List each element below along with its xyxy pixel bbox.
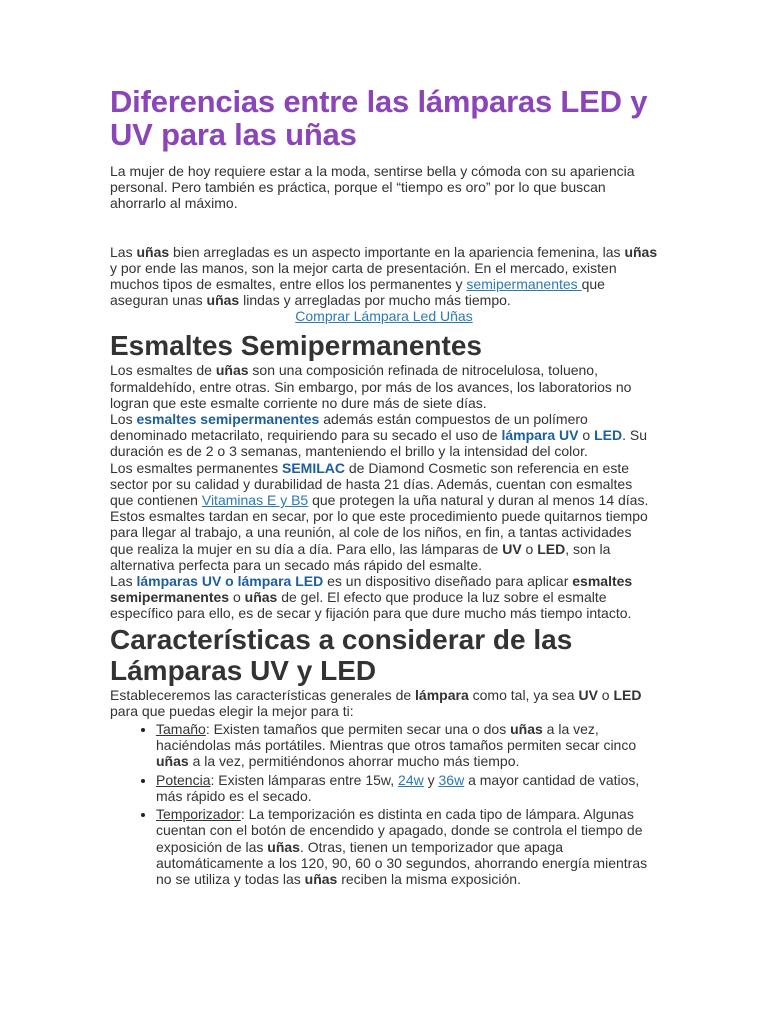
buy-lamp-link[interactable]: Comprar Lámpara Led Uñas	[295, 308, 473, 325]
nails-paragraph: Las uñas bien arregladas es un aspecto importante en la apariencia femenina, las uñas y por ende las manos, son la mejor carta de presentación. En el mercado, existen muchos tipos de esmaltes, entre ellos los permanentes y semipermanentes que aseguran unas uñas lindas y arregladas por mucho más tiempo.	[110, 243, 658, 309]
esmaltes-paragraph-1: Los esmaltes de uñas son una composición refinada de nitrocelulosa, tolueno, formaldehído, entre otras. Sin embargo, por más de los avances, los laboratorios no logran que este esmalte corriente no dure más de siete días.	[110, 362, 632, 411]
term-tamano: Tamaño	[156, 721, 206, 738]
vitaminas-link[interactable]: Vitaminas E y B5	[201, 492, 309, 509]
esmaltes-paragraph-5: Las lámparas UV o lámpara LED es un dispositivo diseñado para aplicar esmaltes semipermanentes o uñas de gel. El efecto que produce la luz sobre el esmalte específico para ello, es de secar y fijación para que dure mucho más tiempo intacto.	[110, 573, 633, 622]
term-potencia: Potencia	[156, 771, 211, 788]
24w-link[interactable]: 24w	[398, 771, 424, 788]
semipermanentes-link[interactable]: semipermanentes	[466, 276, 582, 293]
list-item-tamano: • Tamaño: Existen tamaños que permiten secar una o dos uñas a la vez, haciéndolas más portátiles. Mientras que otros tamaños permiten secar cinco uñas a la vez, permitiéndonos ahorrar mucho más tiempo.	[156, 721, 658, 770]
term-temporizador: Temporizador	[156, 806, 241, 823]
esmaltes-paragraph-2: Los esmaltes semipermanentes además están compuestos de un polímero denominado metacrilato, requiriendo para su secado el uso de lámpara UV o LED. Su duración es de 2 o 3 semanas, manteniendo el brillo y la intensidad del color.	[110, 411, 647, 460]
list-item-potencia: • Potencia: Existen lámparas entre 15w, 24w y 36w a mayor cantidad de vatios, más rápido es el secado.	[156, 772, 658, 804]
36w-link[interactable]: 36w	[438, 771, 465, 788]
page-title: Diferencias entre las lámparas LED y UV para las uñas	[110, 84, 648, 152]
buy-link-row	[110, 308, 658, 324]
esmaltes-paragraph-3: Los esmaltes permanentes SEMILAC de Diamond Cosmetic son referencia en este sector por su calidad y durabilidad de hasta 21 días. Además, cuentan con esmaltes que contienen Vitaminas E y B5 que protegen la uña natural y duran al menos 14 días.	[110, 459, 649, 509]
esmaltes-paragraph-4: Estos esmaltes tardan en secar, por lo que este procedimiento puede quitarnos tiempo para llegar al trabajo, a una reunión, al cole de los niños, en fin, a tantas actividades que realiza la mujer en su día a día. Para ello, las lámparas de UV o LED, son la alternativa perfecta para un secado más rápido del esmalte.	[110, 508, 648, 573]
list-item-temporizador: • Temporizador: La temporización es distinta en cada tipo de lámpara. Algunas cuentan con el botón de encendido y apagado, donde se controla el tiempo de exposición de las uñas. Otras, tienen un temporizador que apaga automáticamente a los 120, 90, 60 o 30 segundos, ahorrando energía mientras no se utiliza y todas las uñas reciben la misma exposición.	[156, 806, 658, 887]
section-heading-caracteristicas: Características a considerar de las Lámparas UV y LED	[110, 623, 573, 686]
section-heading-esmaltes: Esmaltes Semipermanentes	[110, 330, 482, 362]
features-list	[110, 721, 658, 887]
intro-paragraph: La mujer de hoy requiere estar a la moda, sentirse bella y cómoda con su apariencia personal. Pero también es práctica, porque el “tiempo es oro” por lo que buscan ahorrarlo al máximo.	[110, 163, 635, 212]
caracteristicas-intro: Estableceremos las características generales de lámpara como tal, ya sea UV o LED para que puedas elegir la mejor para ti:	[110, 686, 642, 719]
